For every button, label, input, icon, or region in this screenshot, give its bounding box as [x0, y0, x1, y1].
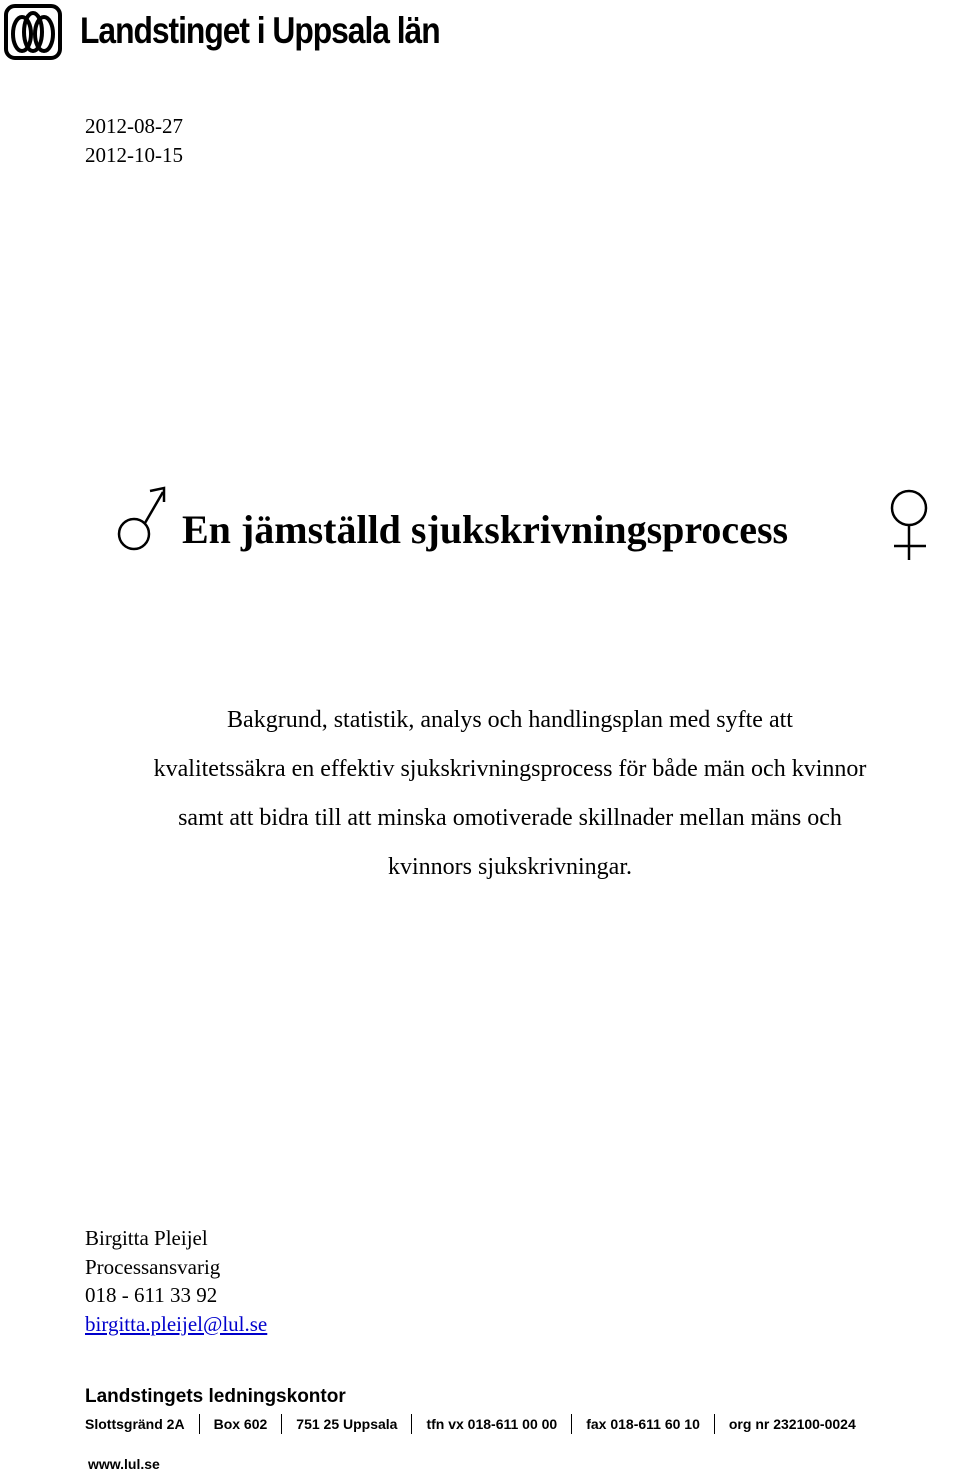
org-name: Landstinget i Uppsala län [80, 10, 440, 51]
intro-paragraph [60, 696, 960, 892]
address-fax: fax 018-611 60 10 [571, 1414, 714, 1434]
address-row [85, 1414, 870, 1434]
address-box: Box 602 [199, 1414, 282, 1434]
male-symbol-icon [116, 484, 168, 554]
intro-line: kvinnors sjukskrivningar. [388, 854, 632, 880]
landstinget-uppsala-logo [4, 4, 62, 60]
website-link[interactable]: www.lul.se [88, 1456, 160, 1472]
contact-role: Processansvarig [85, 1254, 221, 1279]
address-phone: tfn vx 018-611 00 00 [411, 1414, 571, 1434]
document-dates [85, 112, 183, 170]
date-revised: 2012-10-15 [85, 143, 183, 167]
office-name: Landstingets ledningskontor [85, 1386, 346, 1407]
contact-block [85, 1224, 267, 1338]
address-orgnr: org nr 232100-0024 [714, 1414, 870, 1434]
contact-email-link[interactable]: birgitta.pleijel@lul.se [85, 1311, 268, 1336]
intro-line: Bakgrund, statistik, analys och handlingsplan med syfte att [227, 707, 793, 733]
contact-phone: 018 - 611 33 92 [85, 1283, 218, 1307]
intro-line: kvalitetssäkra en effektiv sjukskrivningsprocess för både män och kvinnor [153, 756, 867, 782]
document-title: En jämställd sjukskrivningsprocess [182, 507, 789, 552]
intro-line: samt att bidra till att minska omotiverade skillnader mellan mäns och [178, 805, 842, 831]
contact-name: Birgitta Pleijel [85, 1226, 208, 1250]
address-street: Slottsgränd 2A [85, 1416, 185, 1432]
address-postal: 751 25 Uppsala [281, 1414, 411, 1434]
date-created: 2012-08-27 [85, 114, 183, 138]
female-symbol-icon [884, 488, 934, 562]
